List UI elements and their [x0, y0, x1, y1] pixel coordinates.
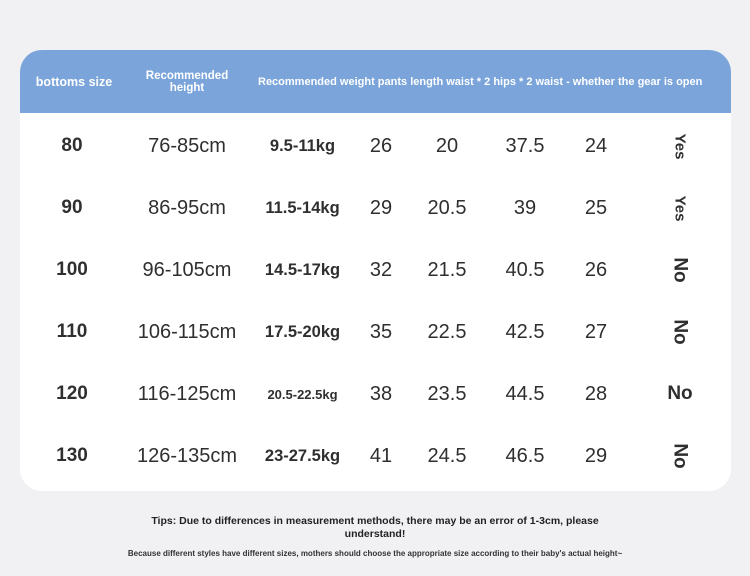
gear-open-value: No	[669, 443, 691, 469]
cell-pants-length: 29	[369, 196, 393, 219]
size-chart-card	[20, 50, 731, 491]
gear-open-value: Yes	[671, 133, 689, 159]
cell-hips: 44.5	[505, 382, 545, 405]
cell-weight: 14.5-17kg	[264, 260, 341, 279]
cell-size: 130	[56, 445, 88, 466]
table-row	[20, 177, 731, 239]
cell-pants-length: 35	[369, 320, 393, 343]
cell-size: 120	[56, 383, 88, 404]
cell-waist-2: 26	[584, 258, 608, 281]
cell-size: 100	[56, 259, 88, 280]
cell-waist: 20.5	[427, 196, 467, 219]
measurement-tips: Tips: Due to differences in measurement methods, there may be an error of 1-3cm, please understand!	[151, 515, 599, 540]
table-row	[20, 425, 731, 487]
gear-open-value: No	[669, 319, 691, 345]
cell-gear-open	[650, 115, 710, 177]
cell-weight: 20.5-22.5kg	[267, 386, 338, 402]
cell-pants-length: 38	[369, 382, 393, 405]
cell-height: 116-125cm	[137, 382, 237, 405]
cell-gear-open: No	[667, 383, 693, 404]
cell-weight: 9.5-11kg	[269, 136, 336, 155]
cell-waist: 24.5	[427, 444, 467, 467]
cell-hips: 46.5	[505, 444, 545, 467]
cell-hips: 39	[513, 196, 537, 219]
table-row	[20, 301, 731, 363]
gear-open-value: Yes	[671, 195, 689, 221]
cell-height: 106-115cm	[137, 320, 237, 343]
cell-waist: 20	[435, 134, 459, 157]
table-row	[20, 239, 731, 301]
cell-weight: 11.5-14kg	[265, 198, 340, 217]
cell-gear-open	[650, 177, 710, 239]
gear-open-value: No	[669, 257, 691, 283]
cell-waist-2: 24	[584, 134, 608, 157]
cell-waist-2: 29	[584, 444, 608, 467]
cell-waist: 23.5	[427, 382, 467, 405]
cell-size: 110	[56, 321, 88, 342]
size-choice-note: Because different styles have different sizes, mothers should choose the appropriate size according to their baby's actual height~	[127, 549, 623, 558]
cell-waist: 22.5	[427, 320, 467, 343]
cell-hips: 40.5	[505, 258, 545, 281]
cell-size: 80	[61, 135, 83, 156]
cell-waist-2: 25	[584, 196, 608, 219]
cell-waist-2: 27	[584, 320, 608, 343]
header-bottoms-size: bottoms size	[35, 74, 113, 89]
cell-weight: 23-27.5kg	[264, 446, 341, 465]
cell-height: 126-135cm	[136, 444, 238, 467]
cell-pants-length: 32	[369, 258, 393, 281]
cell-waist: 21.5	[427, 258, 467, 281]
header-measurements: Recommended weight pants length waist * 2 hips * 2 waist - whether the gear is open	[258, 75, 703, 88]
header-recommended-height: Recommended height	[145, 69, 229, 94]
cell-size: 90	[61, 197, 83, 218]
cell-pants-length: 41	[369, 444, 393, 467]
cell-height: 76-85cm	[148, 134, 226, 157]
cell-gear-open	[650, 239, 710, 301]
table-row	[20, 115, 731, 177]
cell-weight: 17.5-20kg	[264, 322, 341, 341]
cell-height: 96-105cm	[142, 258, 232, 281]
table-header	[20, 50, 731, 113]
cell-height: 86-95cm	[148, 196, 226, 219]
cell-gear-open	[650, 301, 710, 363]
cell-pants-length: 26	[369, 134, 393, 157]
cell-waist-2: 28	[584, 382, 608, 405]
cell-hips: 42.5	[505, 320, 545, 343]
cell-gear-open	[650, 425, 710, 487]
table-row	[20, 363, 731, 425]
cell-hips: 37.5	[505, 134, 545, 157]
